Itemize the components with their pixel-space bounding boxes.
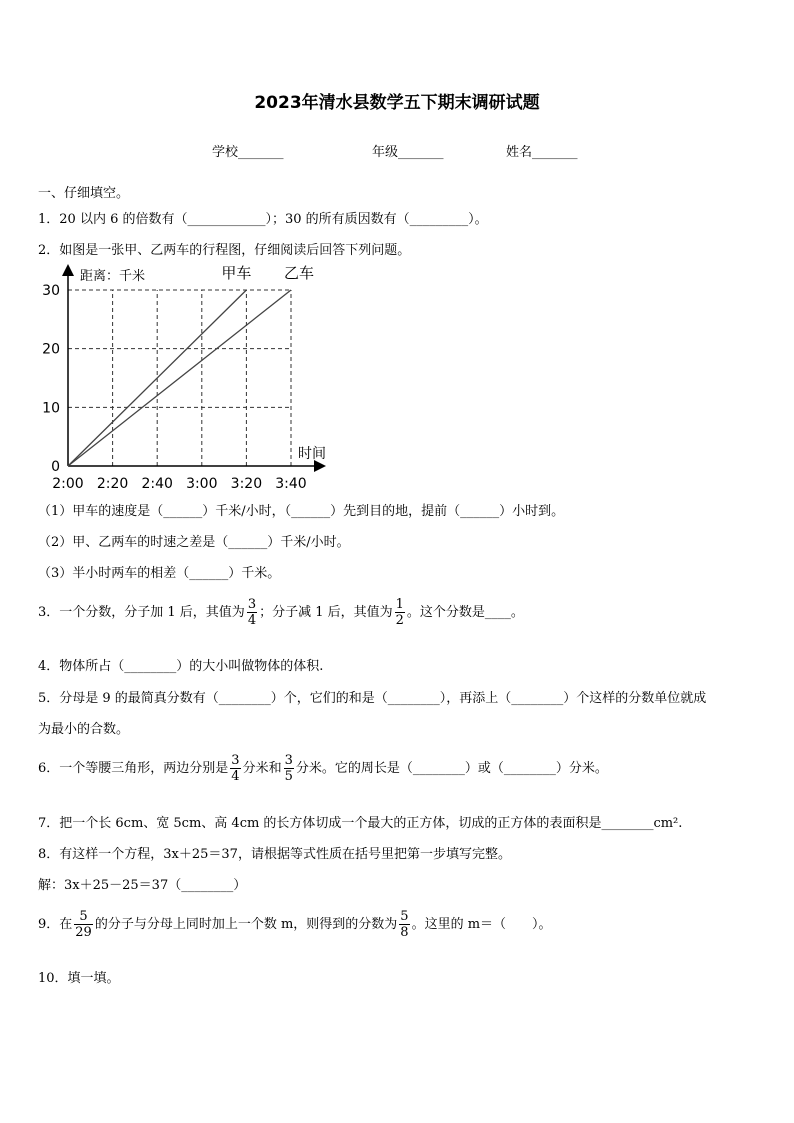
x-tick-label: 2:40 (141, 476, 173, 492)
x-tick-label: 2:20 (96, 476, 129, 492)
travel-chart (30, 262, 350, 494)
y-tick-label: 20 (42, 341, 60, 358)
question-2-part-1: （1）甲车的速度是（______）千米/小时，（______）先到目的地，提前（______）小时到。 (38, 504, 565, 519)
question-2: 2．如图是一张甲、乙两车的行程图，仔细阅读后回答下列问题。 (38, 243, 411, 258)
question-9-text-b: 的分子与分母上同时加上一个数 m，则得到的分数为 (94, 917, 398, 932)
school-field: 学校_______ (212, 145, 284, 160)
x-tick-label: 3:40 (275, 476, 307, 492)
question-9-text-c: 。这里的 m＝（ ）。 (411, 917, 552, 932)
name-field: 姓名_______ (506, 145, 578, 160)
question-6-text-b: 分米和 (242, 761, 282, 776)
question-4: 4．物体所占（________）的大小叫做物体的体积. (38, 659, 324, 674)
fraction-3-5: $\frac{3}{5}$ (284, 753, 293, 784)
x-tick-label: 3:20 (230, 476, 263, 492)
y-tick-label: 10 (42, 400, 60, 417)
question-9-text-a: 9．在 (38, 917, 73, 932)
fraction-3-4: $\frac{3}{4}$ (231, 753, 240, 784)
question-8: 8．有这样一个方程，3x＋25＝37，请根据等式性质在括号里把第一步填写完整。 (38, 847, 511, 862)
question-6-text-c: 分米。它的周长是（________）或（________）分米。 (295, 761, 608, 776)
y-tick-label: 0 (51, 459, 60, 475)
question-8-solution: 解：3x＋25－25＝37（________） (38, 878, 247, 893)
question-6 (38, 754, 608, 783)
y-tick-label: 30 (42, 283, 60, 299)
y-axis-label: 距离：千米 (80, 269, 146, 284)
question-5: 5．分母是 9 的最简真分数有（________）个，它们的和是（________），再添上（________）个这样的分数单位就成 (38, 691, 707, 706)
question-6-text-a: 6．一个等腰三角形，两边分别是 (38, 761, 229, 776)
grade-field: 年级_______ (372, 145, 444, 160)
x-tick-label: 2:00 (52, 476, 84, 492)
question-3 (38, 598, 524, 627)
question-2-part-3: （3）半小时两车的相差（______）千米。 (38, 566, 281, 581)
question-5-continued: 为最小的合数。 (38, 722, 130, 737)
question-2-part-2: （2）甲、乙两车的时速之差是（______）千米/小时。 (38, 535, 350, 550)
series-label-1: 乙车 (283, 264, 315, 282)
fraction-5-8: $\frac{5}{8}$ (400, 909, 409, 940)
x-axis-label: 时间 (298, 446, 326, 462)
question-10: 10．填一填。 (38, 971, 120, 986)
fraction-5-29: $\frac{5}{29}$ (75, 909, 92, 940)
question-9 (38, 910, 552, 939)
page-title: 2023年清水县数学五下期末调研试题 (254, 93, 540, 113)
question-3-text-a: 3．一个分数，分子加 1 后，其值为 (38, 605, 245, 620)
fraction-1-2: $\frac{1}{2}$ (395, 597, 404, 628)
x-tick-label: 3:00 (186, 476, 218, 492)
series-label-0: 甲车 (221, 264, 252, 282)
series-line-1 (68, 290, 291, 466)
fraction-3-4: $\frac{3}{4}$ (247, 597, 257, 628)
question-7: 7．把一个长 6cm、宽 5cm、高 4cm 的长方体切成一个最大的正方体，切成的正方体的表面积是________cm². (38, 816, 683, 831)
question-1: 1．20 以内 6 的倍数有（____________）；30 的所有质因数有（_________）。 (38, 212, 488, 227)
section-heading: 一、仔细填空。 (38, 186, 130, 201)
question-3-text-c: 。这个分数是____。 (406, 605, 524, 620)
question-3-text-b: ；分子减 1 后，其值为 (259, 605, 393, 620)
